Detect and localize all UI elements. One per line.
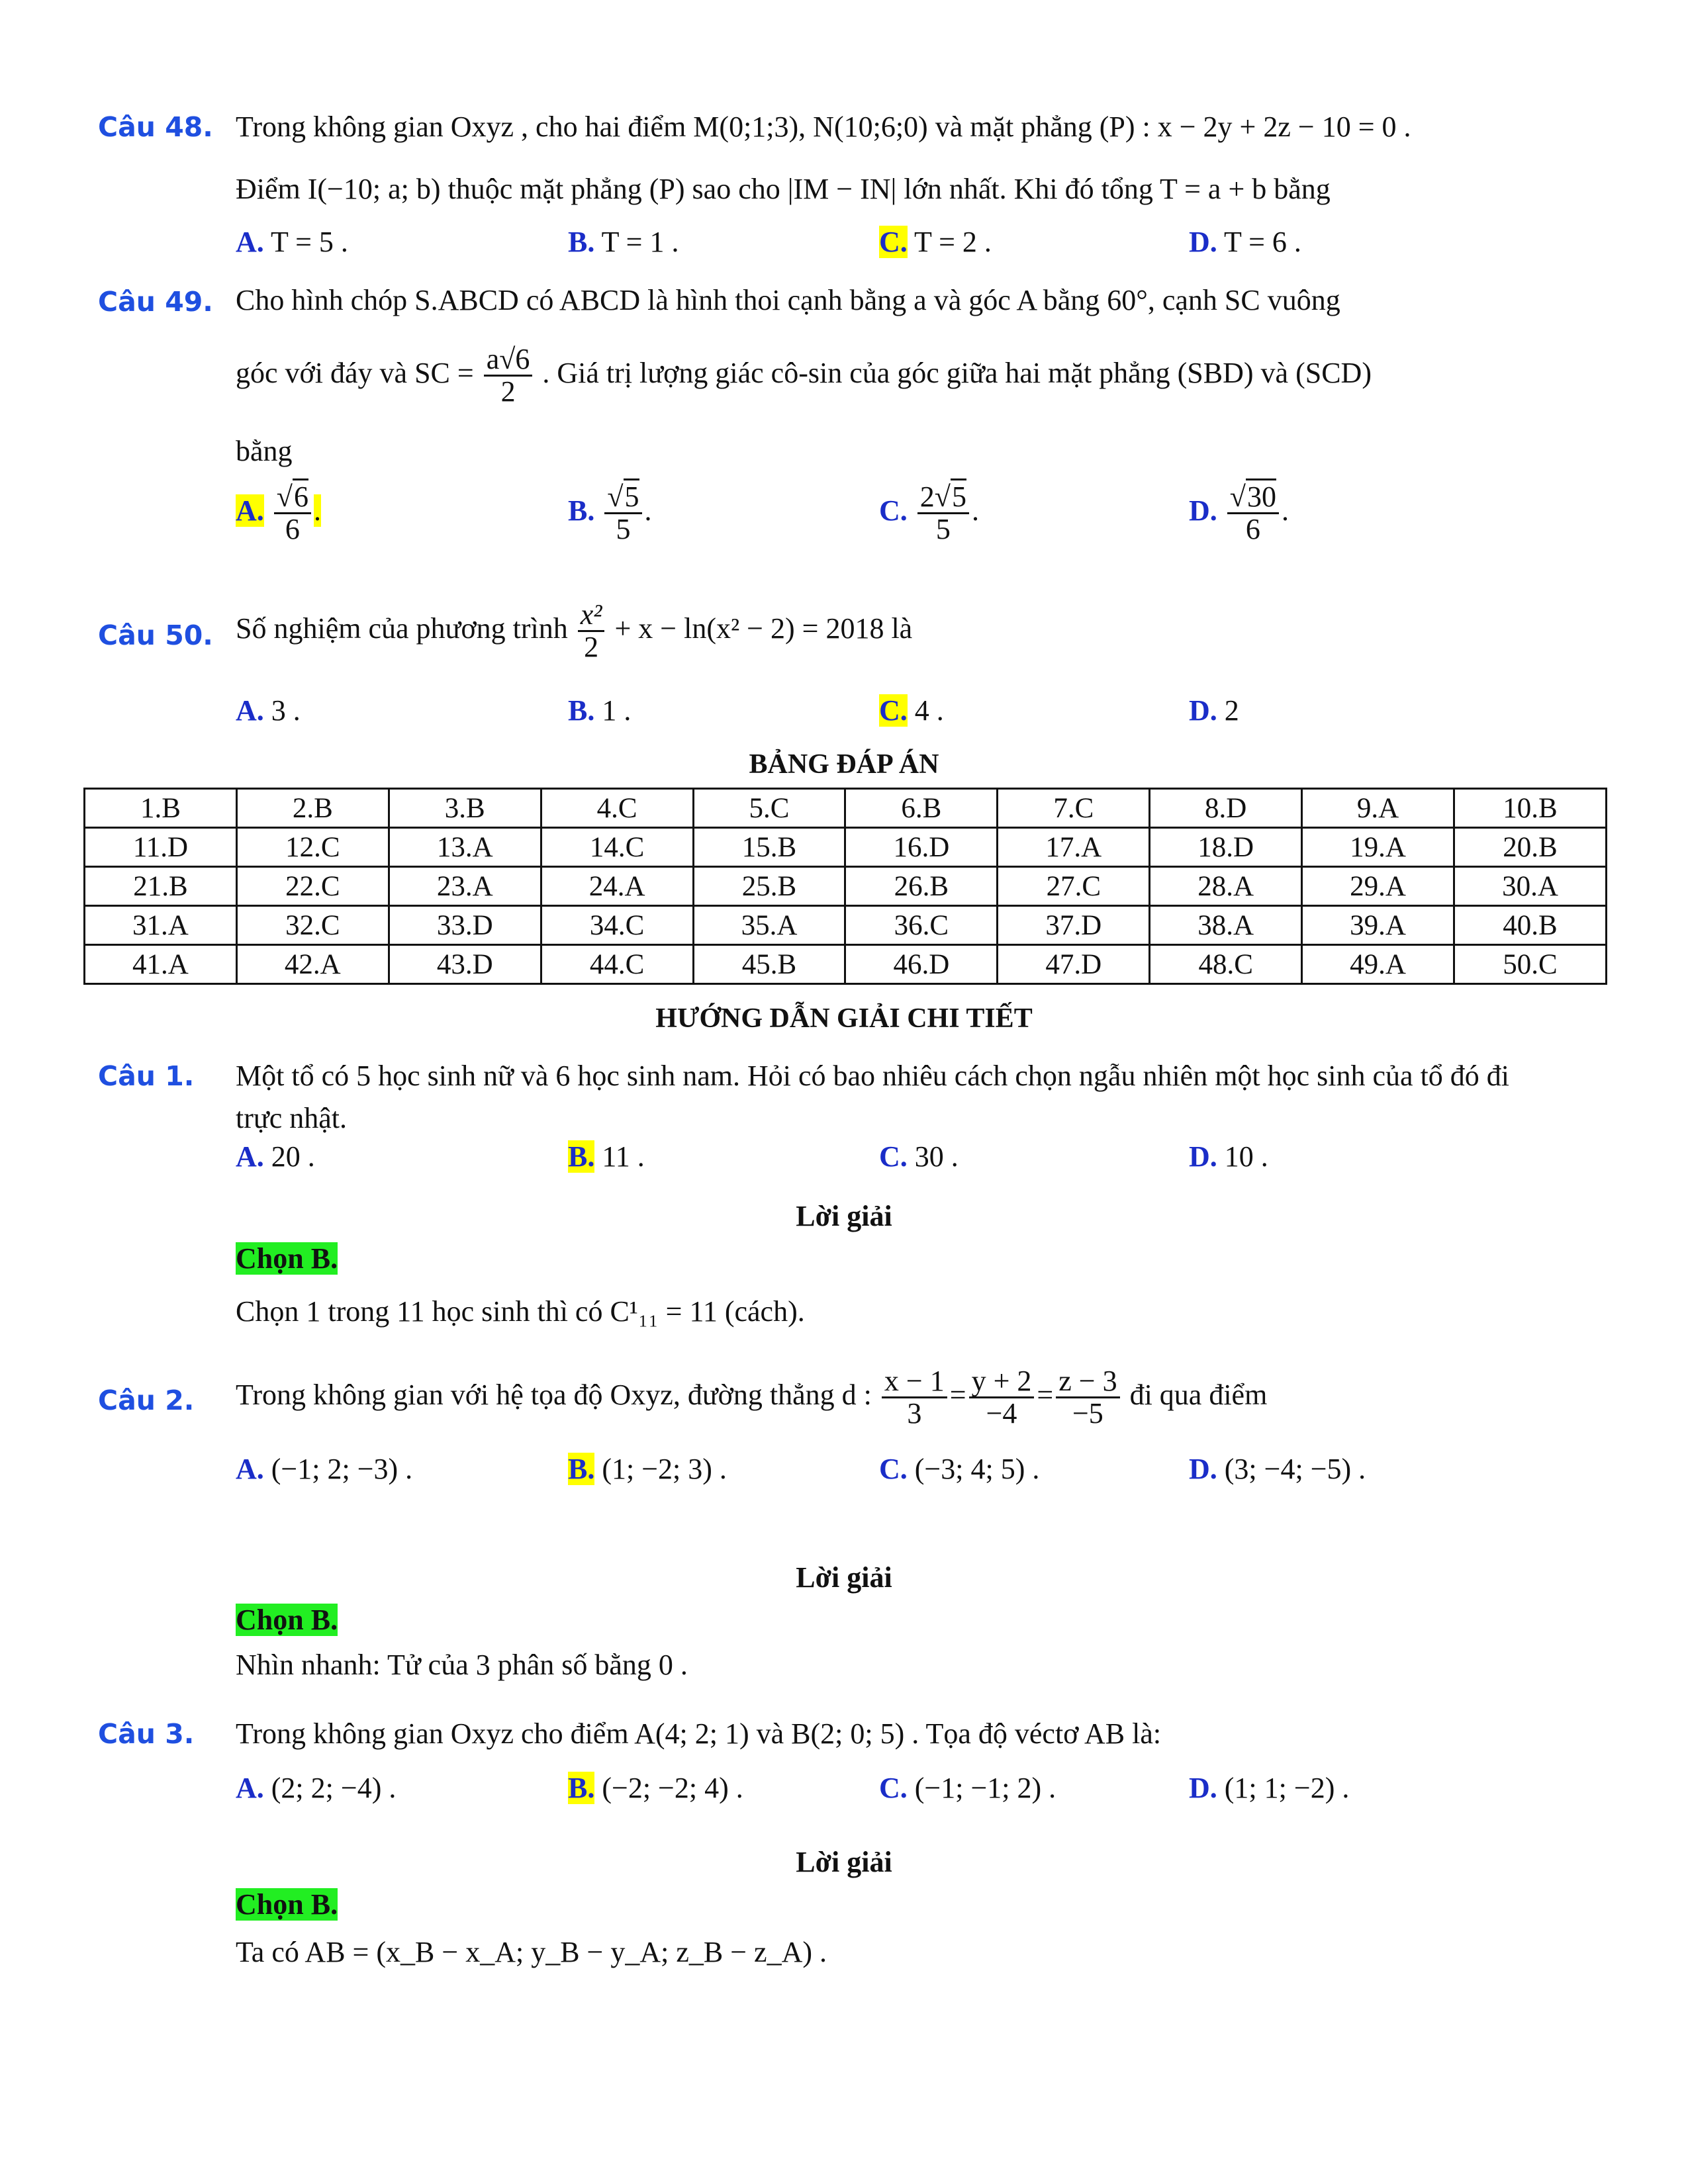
s1-solution-heading: Lời giải <box>796 1200 892 1232</box>
option-label: C. <box>879 1772 908 1804</box>
q50-option-d[interactable] <box>1189 696 1239 725</box>
s3-label: Câu 3. <box>98 1718 195 1750</box>
option-text: (−2; −2; 4) . <box>602 1772 743 1804</box>
q50-option-a[interactable] <box>236 696 301 725</box>
s2-frac-3: $\frac{z - 3}{-5}$ <box>1056 1366 1119 1429</box>
option-text: T = 6 . <box>1224 226 1301 258</box>
q49-line3: bằng <box>236 435 293 467</box>
q48-option-d[interactable] <box>1189 228 1301 257</box>
s2-choose: Chọn B. <box>236 1604 338 1636</box>
s2-option-d[interactable] <box>1189 1455 1366 1484</box>
answer-cell: 41.A <box>85 945 237 984</box>
s3-choose: Chọn B. <box>236 1888 338 1921</box>
q48-label: Câu 48. <box>98 111 213 143</box>
answer-cell: 23.A <box>389 867 541 906</box>
q48-line1: Trong không gian Oxyz , cho hai điểm M(0;1;3), N(10;6;0) và mặt phẳng (P) : x − 2y + 2z − 10 = 0 . <box>236 111 1411 143</box>
option-numerator: √30 <box>1227 482 1279 514</box>
answer-table <box>83 788 1607 985</box>
answer-cell: 36.C <box>845 906 998 945</box>
option-denominator: 5 <box>935 513 951 546</box>
option-label: C. <box>879 226 908 258</box>
answer-table-title: BẢNG ĐÁP ÁN <box>749 749 939 780</box>
s3-option-a[interactable] <box>236 1774 396 1803</box>
s1-line1: Một tổ có 5 học sinh nữ và 6 học sinh nam. Hỏi có bao nhiêu cách chọn ngẫu nhiên một học sinh của tổ đó đi <box>236 1060 1510 1092</box>
s2-frac-1: $\frac{x - 1}{3}$ <box>882 1366 947 1429</box>
s1-option-a[interactable] <box>236 1142 315 1171</box>
option-label: C. <box>879 494 908 527</box>
option-text: (1; −2; 3) . <box>602 1453 727 1485</box>
option-label: B. <box>568 226 595 258</box>
option-label: D. <box>1189 1453 1217 1485</box>
answer-cell: 20.B <box>1454 828 1607 867</box>
option-label: B. <box>568 1453 595 1485</box>
answer-cell: 25.B <box>693 867 845 906</box>
answer-table-row <box>85 945 1607 984</box>
answer-cell: 15.B <box>693 828 845 867</box>
answer-cell: 17.A <box>998 828 1150 867</box>
answer-cell: 7.C <box>998 789 1150 828</box>
option-text: 4 . <box>914 694 944 727</box>
option-text: (−1; 2; −3) . <box>271 1453 413 1485</box>
option-label: A. <box>236 226 264 258</box>
q50-line <box>236 600 912 662</box>
guide-title: HƯỚNG DẪN GIẢI CHI TIẾT <box>655 1003 1033 1034</box>
q50-option-b[interactable] <box>568 696 631 725</box>
s2-label: Câu 2. <box>98 1385 195 1416</box>
answer-cell: 40.B <box>1454 906 1607 945</box>
answer-cell: 9.A <box>1302 789 1454 828</box>
s2-explanation: Nhìn nhanh: Tử của 3 phân số bằng 0 . <box>236 1649 688 1681</box>
option-text: T = 5 . <box>271 226 348 258</box>
sc-numerator: a√6 <box>484 344 533 377</box>
q50-label: Câu 50. <box>98 619 213 651</box>
option-label: D. <box>1189 694 1217 727</box>
answer-cell: 42.A <box>236 945 389 984</box>
answer-cell: 3.B <box>389 789 541 828</box>
s2-line: Trong không gian với hệ tọa độ Oxyz, đường thẳng d : $\frac{x - 1}{3}$ = $\frac{y + 2}{-4}$ = $\frac{z - 3}{-5}$ đi qua điểm <box>236 1365 1268 1430</box>
s1-option-c[interactable] <box>879 1142 959 1171</box>
option-numerator: 2√5 <box>917 482 969 514</box>
answer-cell: 32.C <box>236 906 389 945</box>
answer-table-row <box>85 906 1607 945</box>
answer-cell: 38.A <box>1150 906 1302 945</box>
q49-line2b: . Giá trị lượng giác cô-sin của góc giữa hai mặt phẳng (SBD) và (SCD) <box>542 356 1372 389</box>
answer-cell: 16.D <box>845 828 998 867</box>
q49-option-d[interactable]: D. $\frac{√30}{6}$ . <box>1189 482 1289 545</box>
option-denominator: 5 <box>616 513 631 546</box>
s3-solution-heading: Lời giải <box>796 1846 892 1878</box>
q49-label: Câu 49. <box>98 286 213 318</box>
answer-table-row <box>85 828 1607 867</box>
answer-cell: 45.B <box>693 945 845 984</box>
answer-cell: 30.A <box>1454 867 1607 906</box>
option-label: D. <box>1189 1772 1217 1804</box>
answer-cell: 39.A <box>1302 906 1454 945</box>
s1-label: Câu 1. <box>98 1060 195 1092</box>
q50-option-c[interactable] <box>879 696 944 725</box>
answer-cell: 11.D <box>85 828 237 867</box>
answer-cell: 47.D <box>998 945 1150 984</box>
answer-cell: 6.B <box>845 789 998 828</box>
answer-cell: 33.D <box>389 906 541 945</box>
option-label: B. <box>568 494 595 527</box>
q49-option-a[interactable]: A. $\frac{√6}{6}$ . <box>236 482 321 545</box>
q48-line2: Điểm I(−10; a; b) thuộc mặt phẳng (P) sao cho |IM − IN| lớn nhất. Khi đó tổng T = a + b bằng <box>236 173 1331 205</box>
answer-cell: 31.A <box>85 906 237 945</box>
sc-denominator: 2 <box>500 375 516 408</box>
option-text: (−3; 4; 5) . <box>914 1453 1040 1485</box>
option-label: D. <box>1189 494 1217 527</box>
option-label: A. <box>236 1453 264 1485</box>
answer-cell: 27.C <box>998 867 1150 906</box>
q48-option-b[interactable] <box>568 228 679 257</box>
q50-text-a: Số nghiệm của phương trình <box>236 612 568 645</box>
q49-line2 <box>236 344 1372 407</box>
answer-cell: 4.C <box>541 789 693 828</box>
s2-option-b[interactable] <box>568 1455 727 1484</box>
answer-cell: 1.B <box>85 789 237 828</box>
answer-cell: 18.D <box>1150 828 1302 867</box>
answer-cell: 26.B <box>845 867 998 906</box>
option-text: 10 . <box>1224 1140 1268 1173</box>
answer-cell: 43.D <box>389 945 541 984</box>
s1-option-b[interactable] <box>568 1142 645 1171</box>
option-text: 1 . <box>602 694 632 727</box>
option-denominator: 6 <box>285 513 300 546</box>
q49-line1: Cho hình chóp S.ABCD có ABCD là hình thoi cạnh bằng a và góc A bằng 60°, cạnh SC vuông <box>236 284 1340 316</box>
option-label: C. <box>879 1140 908 1173</box>
s3-explanation: Ta có AB = (x_B − x_A; y_B − y_A; z_B − z_A) . <box>236 1936 827 1968</box>
answer-cell: 22.C <box>236 867 389 906</box>
s2-option-c[interactable] <box>879 1455 1039 1484</box>
option-fraction <box>917 482 969 545</box>
s3-option-c[interactable] <box>879 1774 1056 1803</box>
s2-solution-heading: Lời giải <box>796 1561 892 1594</box>
answer-cell: 49.A <box>1302 945 1454 984</box>
answer-cell: 10.B <box>1454 789 1607 828</box>
s2-option-a[interactable] <box>236 1455 412 1484</box>
answer-cell: 34.C <box>541 906 693 945</box>
option-text: (2; 2; −4) . <box>271 1772 397 1804</box>
answer-cell: 2.B <box>236 789 389 828</box>
answer-cell: 46.D <box>845 945 998 984</box>
s1-option-d[interactable] <box>1189 1142 1268 1171</box>
q50-fraction <box>578 600 605 662</box>
q49-option-b[interactable]: B. $\frac{√5}{5}$ . <box>568 482 652 545</box>
option-fraction <box>274 482 311 545</box>
answer-cell: 12.C <box>236 828 389 867</box>
s2-frac-2: $\frac{y + 2}{-4}$ <box>969 1366 1035 1429</box>
option-label: D. <box>1189 226 1217 258</box>
answer-cell: 28.A <box>1150 867 1302 906</box>
option-label: B. <box>568 1140 595 1173</box>
option-numerator: √6 <box>274 482 311 514</box>
option-text: (3; −4; −5) . <box>1224 1453 1366 1485</box>
sc-fraction <box>484 344 533 407</box>
s3-option-d[interactable] <box>1189 1774 1349 1803</box>
answer-cell: 13.A <box>389 828 541 867</box>
q50-text-b: + x − ln(x² − 2) = 2018 là <box>614 612 913 645</box>
s3-option-b[interactable] <box>568 1774 743 1803</box>
q50-frac-num: x² <box>578 600 605 632</box>
answer-cell: 48.C <box>1150 945 1302 984</box>
option-text: (−1; −1; 2) . <box>914 1772 1056 1804</box>
answer-table-row <box>85 867 1607 906</box>
answer-cell: 5.C <box>693 789 845 828</box>
option-label: A. <box>236 494 264 527</box>
q48-option-c[interactable] <box>879 228 992 257</box>
s3-line1: Trong không gian Oxyz cho điểm A(4; 2; 1) và B(2; 0; 5) . Tọa độ véctơ AB là: <box>236 1717 1162 1750</box>
option-text: T = 2 . <box>914 226 992 258</box>
option-label: C. <box>879 694 908 727</box>
option-text: 11 . <box>602 1140 645 1173</box>
option-denominator: 6 <box>1245 513 1260 546</box>
option-text: T = 1 . <box>601 226 679 258</box>
option-fraction <box>1227 482 1279 545</box>
answer-cell: 37.D <box>998 906 1150 945</box>
option-text: 30 . <box>914 1140 959 1173</box>
answer-cell: 19.A <box>1302 828 1454 867</box>
option-label: A. <box>236 694 264 727</box>
q50-frac-den: 2 <box>584 631 599 664</box>
q48-option-a[interactable] <box>236 228 348 257</box>
option-label: C. <box>879 1453 908 1485</box>
answer-cell: 24.A <box>541 867 693 906</box>
option-label: B. <box>568 1772 595 1804</box>
q49-option-c[interactable]: C. $\frac{2√5}{5}$ . <box>879 482 979 545</box>
answer-cell: 14.C <box>541 828 693 867</box>
option-text: 2 <box>1224 694 1239 727</box>
s2-text-b: đi qua điểm <box>1129 1378 1268 1411</box>
option-label: A. <box>236 1772 264 1804</box>
s1-choose: Chọn B. <box>236 1242 338 1275</box>
option-label: B. <box>568 694 595 727</box>
option-fraction <box>604 482 641 545</box>
option-label: D. <box>1189 1140 1217 1173</box>
option-text: 3 . <box>271 694 301 727</box>
s1-explanation: Chọn 1 trong 11 học sinh thì có C¹₁₁ = 11 (cách). <box>236 1295 805 1328</box>
answer-cell: 50.C <box>1454 945 1607 984</box>
option-label: A. <box>236 1140 264 1173</box>
answer-cell: 29.A <box>1302 867 1454 906</box>
answer-cell: 8.D <box>1150 789 1302 828</box>
option-numerator: √5 <box>604 482 641 514</box>
option-text: 20 . <box>271 1140 315 1173</box>
option-text: (1; 1; −2) . <box>1224 1772 1350 1804</box>
answer-cell: 44.C <box>541 945 693 984</box>
answer-cell: 21.B <box>85 867 237 906</box>
q49-line2a: góc với đáy và SC = <box>236 356 474 389</box>
s1-line2: trực nhật. <box>236 1102 348 1134</box>
answer-table-row <box>85 789 1607 828</box>
answer-cell: 35.A <box>693 906 845 945</box>
s2-text-a: Trong không gian với hệ tọa độ Oxyz, đường thẳng d : <box>236 1378 872 1411</box>
